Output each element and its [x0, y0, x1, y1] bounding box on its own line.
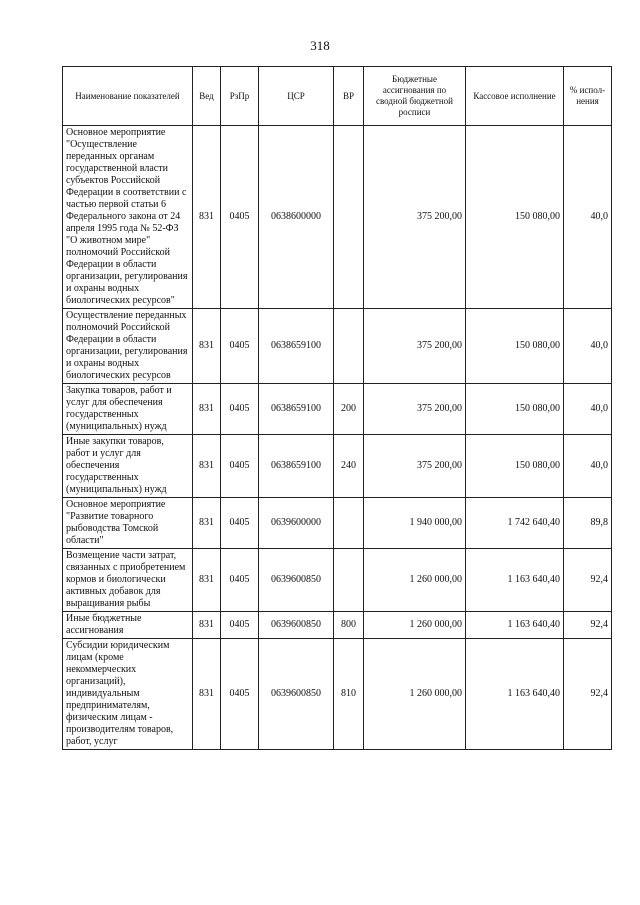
- row-ved: 831: [193, 435, 221, 498]
- row-assignments: 1 260 000,00: [364, 549, 466, 612]
- table-row: [63, 612, 612, 639]
- row-name: Субсидии юридическим лицам (кроме некоммерческих организаций), индивидуальным предпринимателям, физическим лицам - производителям товаров, работ, услуг: [63, 639, 193, 750]
- row-percent: 89,8: [564, 498, 612, 549]
- row-execution: 150 080,00: [466, 384, 564, 435]
- row-execution: 150 080,00: [466, 126, 564, 309]
- row-execution: 150 080,00: [466, 435, 564, 498]
- row-rzpr: 0405: [221, 309, 259, 384]
- table-row: [63, 126, 612, 309]
- row-vr: 800: [334, 612, 364, 639]
- row-percent: 40,0: [564, 435, 612, 498]
- table-row: [63, 435, 612, 498]
- header-execution: Кассовое исполнение: [466, 67, 564, 126]
- table-row: [63, 309, 612, 384]
- row-name: Закупка товаров, работ и услуг для обеспечения государственных (муниципальных) нужд: [63, 384, 193, 435]
- row-rzpr: 0405: [221, 639, 259, 750]
- row-rzpr: 0405: [221, 549, 259, 612]
- row-rzpr: 0405: [221, 126, 259, 309]
- row-vr: [334, 549, 364, 612]
- header-assignments: Бюджетные ассигнования по сводной бюджетной росписи: [364, 67, 466, 126]
- header-ved: Вед: [193, 67, 221, 126]
- row-csr: 0639600850: [259, 549, 334, 612]
- row-ved: 831: [193, 384, 221, 435]
- row-vr: 240: [334, 435, 364, 498]
- row-percent: 40,0: [564, 309, 612, 384]
- row-ved: 831: [193, 639, 221, 750]
- table-row: [63, 384, 612, 435]
- header-name: Наименование показателей: [63, 67, 193, 126]
- table-row: [63, 498, 612, 549]
- row-csr: 0639600850: [259, 612, 334, 639]
- table-row: [63, 639, 612, 750]
- row-name: Возмещение части затрат, связанных с приобретением кормов и биологически активных добавок для выращивания рыбы: [63, 549, 193, 612]
- row-assignments: 375 200,00: [364, 435, 466, 498]
- row-vr: [334, 309, 364, 384]
- row-assignments: 375 200,00: [364, 126, 466, 309]
- row-assignments: 1 260 000,00: [364, 612, 466, 639]
- row-ved: 831: [193, 498, 221, 549]
- page-number: 318: [310, 38, 330, 53]
- row-execution: 1 163 640,40: [466, 549, 564, 612]
- row-vr: [334, 498, 364, 549]
- row-vr: 200: [334, 384, 364, 435]
- row-csr: 0638659100: [259, 435, 334, 498]
- row-ved: 831: [193, 126, 221, 309]
- row-percent: 40,0: [564, 126, 612, 309]
- row-csr: 0638659100: [259, 384, 334, 435]
- row-execution: 1 163 640,40: [466, 639, 564, 750]
- row-csr: 0639600850: [259, 639, 334, 750]
- row-assignments: 1 940 000,00: [364, 498, 466, 549]
- row-ved: 831: [193, 612, 221, 639]
- row-rzpr: 0405: [221, 384, 259, 435]
- row-assignments: 375 200,00: [364, 384, 466, 435]
- row-name: Основное мероприятие "Осуществление переданных органам государственной власти субъектов Российской Федерации в соответствии с частью первой статьи 6 Федерального закона от 24 апреля 1995 года № 52-ФЗ "О животном мире" полномочий Российской Федерации в области организации, регулирования и охраны водных биологических ресурсов": [63, 126, 193, 309]
- budget-execution-table: [62, 66, 612, 750]
- row-rzpr: 0405: [221, 435, 259, 498]
- row-execution: 1 163 640,40: [466, 612, 564, 639]
- row-name: Осуществление переданных полномочий Российской Федерации в области организации, регулирования и охраны водных биологических ресурсов: [63, 309, 193, 384]
- table-row: [63, 549, 612, 612]
- header-percent: % испол-нения: [564, 67, 612, 126]
- row-ved: 831: [193, 309, 221, 384]
- row-percent: 40,0: [564, 384, 612, 435]
- row-vr: 810: [334, 639, 364, 750]
- row-execution: 150 080,00: [466, 309, 564, 384]
- header-csr: ЦСР: [259, 67, 334, 126]
- row-rzpr: 0405: [221, 612, 259, 639]
- row-name: Иные закупки товаров, работ и услуг для обеспечения государственных (муниципальных) нужд: [63, 435, 193, 498]
- row-assignments: 1 260 000,00: [364, 639, 466, 750]
- row-assignments: 375 200,00: [364, 309, 466, 384]
- row-name: Основное мероприятие "Развитие товарного рыбоводства Томской области": [63, 498, 193, 549]
- row-name: Иные бюджетные ассигнования: [63, 612, 193, 639]
- row-rzpr: 0405: [221, 498, 259, 549]
- row-csr: 0638600000: [259, 126, 334, 309]
- row-vr: [334, 126, 364, 309]
- row-percent: 92,4: [564, 639, 612, 750]
- row-percent: 92,4: [564, 612, 612, 639]
- row-execution: 1 742 640,40: [466, 498, 564, 549]
- row-csr: 0639600000: [259, 498, 334, 549]
- row-ved: 831: [193, 549, 221, 612]
- row-csr: 0638659100: [259, 309, 334, 384]
- header-row: [63, 67, 612, 126]
- header-rzpr: РзПр: [221, 67, 259, 126]
- header-vr: ВР: [334, 67, 364, 126]
- row-percent: 92,4: [564, 549, 612, 612]
